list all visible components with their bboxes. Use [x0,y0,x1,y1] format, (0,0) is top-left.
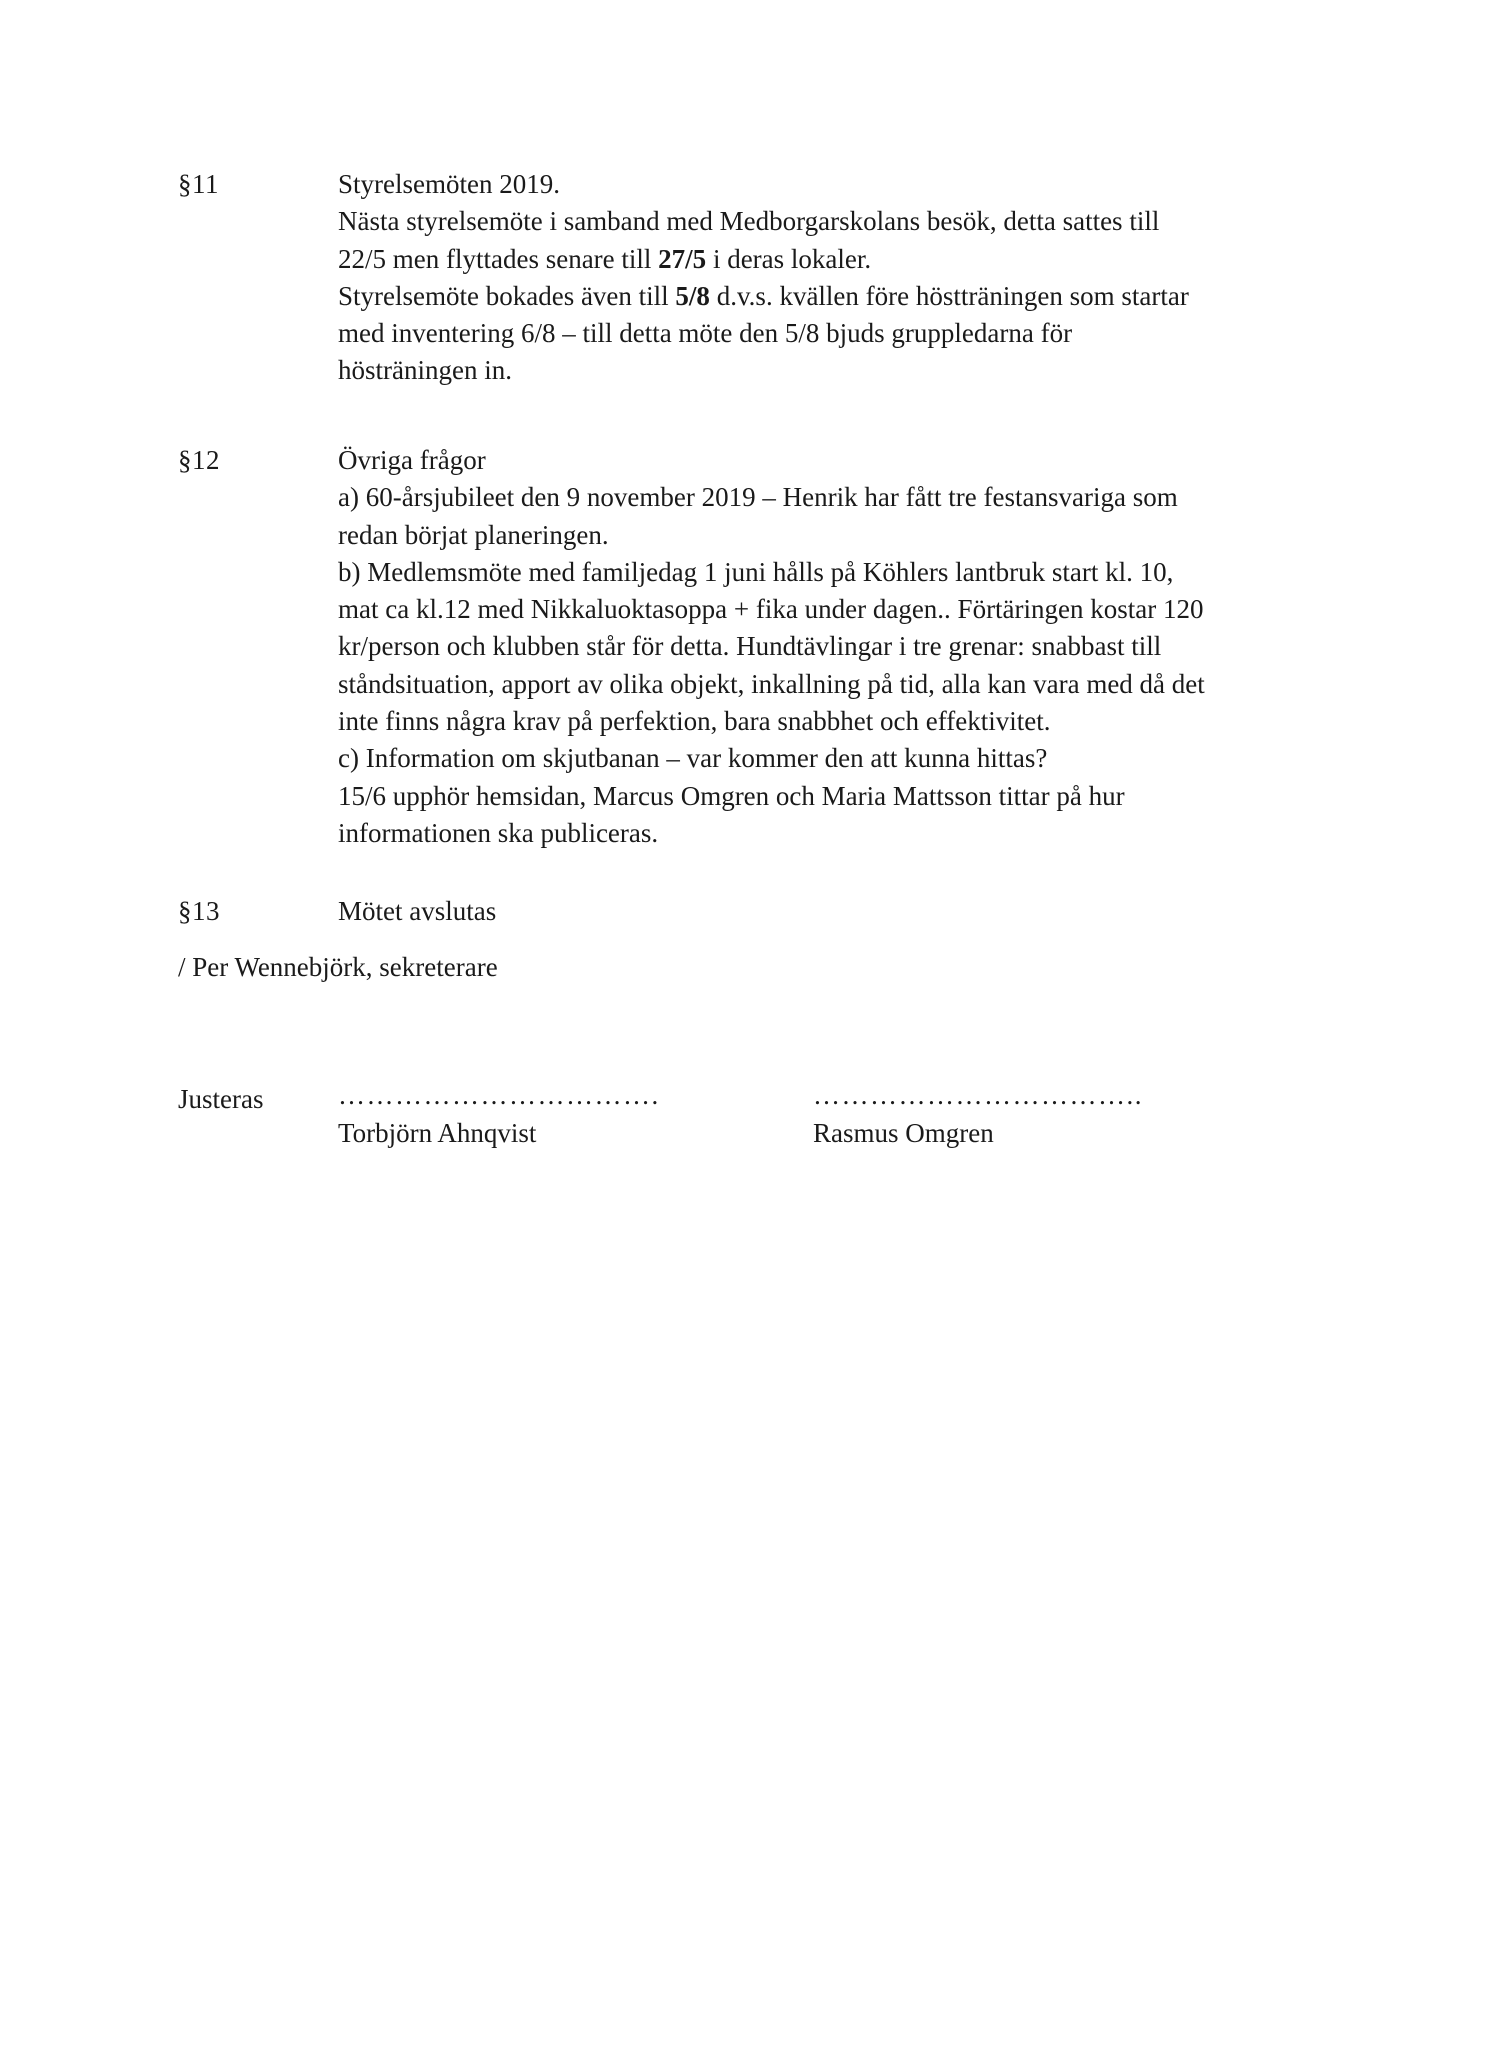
secretary-signature: / Per Wennebjörk, sekreterare [178,952,498,982]
section-number: §12 [178,445,220,475]
justeras-label: Justeras [178,1084,264,1114]
section-line: Övriga frågor [338,445,486,475]
section-line: kr/person och klubben står för detta. Hundtävlingar i tre grenar: snabbast till [338,631,1162,662]
section-number: §13 [178,896,220,926]
section-body [338,442,1338,852]
section-line: Nästa styrelsemöte i samband med Medborgarskolans besök, detta sattes till [338,206,1160,237]
section-body [338,166,1338,390]
bold-date: 5/8 [675,280,710,311]
signer-name-right: Rasmus Omgren [813,1118,994,1148]
section-line: Mötet avslutas [338,896,497,926]
bold-date: 27/5 [658,243,707,274]
line-text: 22/5 men flyttades senare till [338,243,659,274]
signer-name-left: Torbjörn Ahnqvist [338,1118,537,1148]
signature-line-left: ……………………………. [338,1080,660,1110]
section-line: inte finns några krav på perfektion, bara snabbhet och effektivitet. [338,706,1051,737]
section-line: Styrelsemöten 2019. [338,169,560,199]
signature-line-right: …………………………….. [813,1080,1143,1110]
section-line: 15/6 upphör hemsidan, Marcus Omgren och Maria Mattsson tittar på hur [338,780,1125,811]
line-text: i deras lokaler. [706,243,872,274]
section-line [338,241,1338,278]
section-line [338,278,1338,315]
section-line: b) Medlemsmöte med familjedag 1 juni hålls på Köhlers lantbruk start kl. 10, [338,556,1174,587]
section-line: ståndsituation, apport av olika objekt, inkallning på tid, alla kan vara med då det [338,668,1205,699]
section-body [338,893,1338,930]
line-text: d.v.s. kvällen före höstträningen som startar [709,280,1189,311]
section-line: a) 60-årsjubileet den 9 november 2019 – Henrik har fått tre festansvariga som [338,482,1178,513]
section-number: §11 [178,169,219,199]
section-line: med inventering 6/8 – till detta möte den 5/8 bjuds gruppledarna för [338,318,1073,349]
section-line: redan börjat planeringen. [338,519,609,550]
section-line: mat ca kl.12 med Nikkaluoktasoppa + fika under dagen.. Förtäringen kostar 120 [338,594,1204,625]
section-line: informationen ska publiceras. [338,817,659,848]
line-text: Styrelsemöte bokades även till [338,280,676,311]
section-line: hösträningen in. [338,355,512,386]
section-line: c) Information om skjutbanan – var kommer den att kunna hittas? [338,743,1048,774]
